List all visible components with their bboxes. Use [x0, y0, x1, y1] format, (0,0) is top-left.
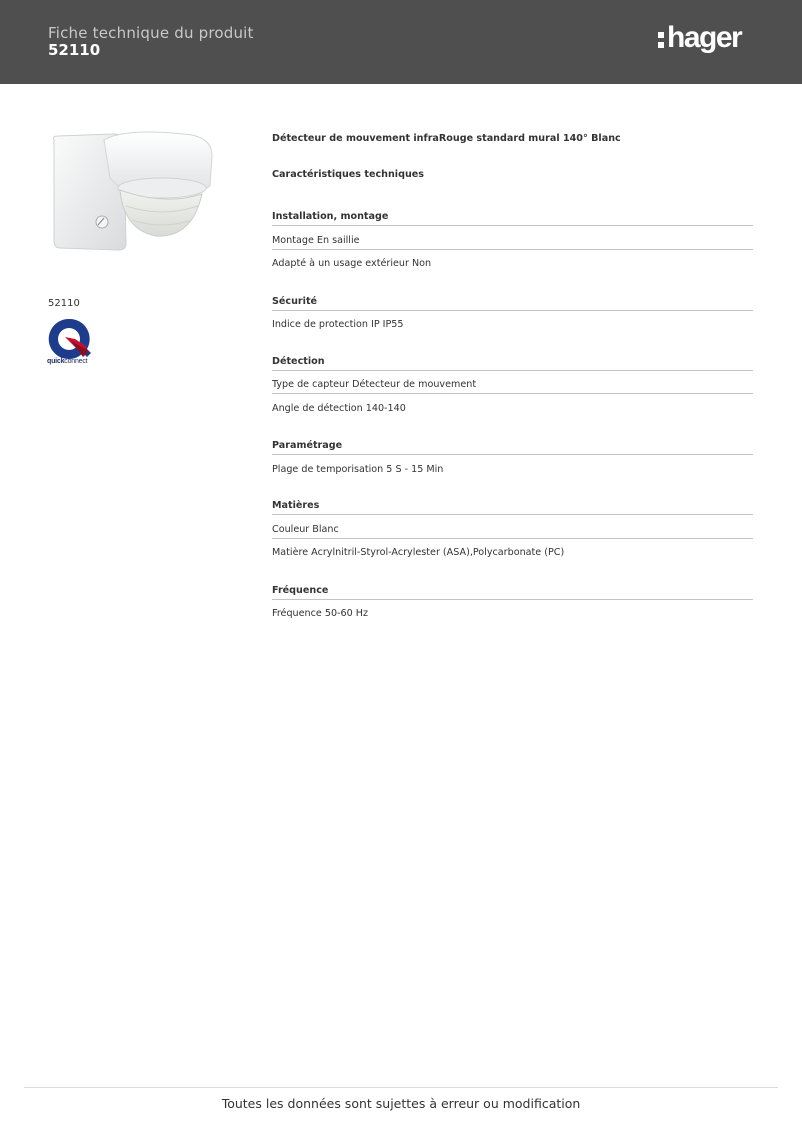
quickconnect-label: quickconnect	[47, 358, 88, 365]
spec-row: Couleur Blanc	[272, 522, 753, 539]
logo-colon-icon	[658, 32, 664, 48]
spec-row: Matière Acrylnitril-Styrol-Acrylester (ASA),Polycarbonate (PC)	[272, 547, 565, 558]
page-header	[0, 0, 802, 84]
hager-logo	[658, 20, 741, 60]
section-title-detection: Détection	[272, 354, 753, 371]
section-title-frequence: Fréquence	[272, 583, 753, 600]
side-product-code: 52110	[48, 298, 80, 309]
spec-row: Type de capteur Détecteur de mouvement	[272, 377, 753, 394]
spec-row: Indice de protection IP IP55	[272, 319, 404, 330]
footer-divider	[24, 1087, 778, 1088]
spec-row: Adapté à un usage extérieur Non	[272, 258, 432, 269]
spec-row: Fréquence 50-60 Hz	[272, 608, 369, 619]
section-title-matieres: Matières	[272, 498, 753, 515]
spec-row: Angle de détection 140-140	[272, 403, 406, 414]
section-title-securite: Sécurité	[272, 294, 753, 311]
section-title-parametrage: Paramétrage	[272, 438, 753, 455]
footer-disclaimer: Toutes les données sont sujettes à erreur ou modification	[221, 1096, 581, 1111]
product-title: Détecteur de mouvement infraRouge standard mural 140° Blanc	[272, 133, 621, 144]
spec-row: Montage En saillie	[272, 233, 753, 250]
product-image	[44, 126, 216, 256]
header-subtitle: Fiche technique du produit	[48, 24, 254, 42]
logo-text: hager	[667, 21, 742, 54]
specs-heading: Caractéristiques techniques	[272, 169, 425, 180]
section-title-installation: Installation, montage	[272, 209, 753, 226]
spec-row: Plage de temporisation 5 S - 15 Min	[272, 464, 444, 475]
header-product-code: 52110	[48, 41, 101, 59]
